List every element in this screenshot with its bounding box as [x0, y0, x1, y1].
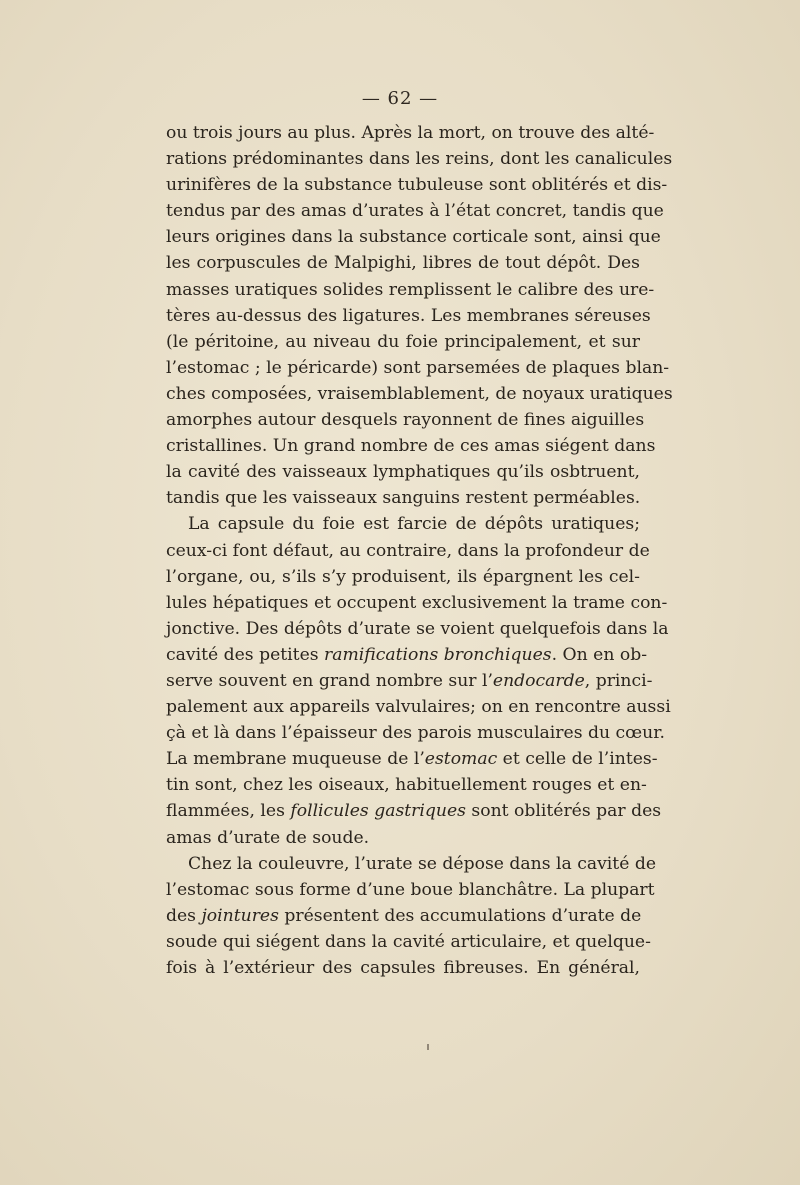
text-line: la cavité des vaisseaux lymphatiques qu’ils osbtruent,	[166, 462, 640, 483]
text-line: palement aux appareils valvulaires; on en rencontre aussi	[166, 697, 671, 718]
text-line: amas d’urate de soude.	[166, 827, 370, 848]
italic-text: estomac	[424, 749, 498, 770]
text-line: tandis que les vaisseaux sanguins restent perméables.	[166, 488, 641, 509]
text-line: amorphes autour desquels rayonnent de fines aiguilles	[166, 410, 645, 431]
text-line: cristallines. Un grand nombre de ces amas siégent dans	[166, 436, 656, 457]
text-run: cavité des petites	[166, 644, 325, 665]
italic-text: endocarde	[492, 670, 585, 691]
paper-speck	[427, 1044, 429, 1050]
text-run: La membrane muqueuse de l’	[166, 749, 425, 770]
text-run: serve souvent en grand nombre sur l’	[166, 670, 493, 691]
italic-text: follicules gastriques	[290, 801, 466, 822]
italic-text: ramifications bronchiques	[324, 644, 552, 665]
text-line: l’estomac sous forme d’une boue blanchâtre. La plupart	[166, 879, 655, 900]
text-run: présentent des accumulations d’urate de	[278, 905, 642, 926]
text-run: des	[166, 905, 202, 926]
text-line: urinifères de la substance tubuleuse sont oblitérés et dis-	[166, 175, 668, 196]
text-line: çà et là dans l’épaisseur des parois musculaires du cœur.	[166, 723, 665, 744]
text-line: Chez la couleuvre, l’urate se dépose dans la cavité de	[188, 853, 656, 874]
text-line	[166, 642, 648, 668]
text-line: tères au-dessus des ligatures. Les membranes séreuses	[166, 305, 651, 326]
text-run: flammées, les	[166, 801, 291, 822]
text-line: ou trois jours au plus. Après la mort, on trouve des alté-	[166, 123, 655, 143]
text-run: sont oblitérés par des	[465, 801, 662, 822]
text-run: et celle de l’intes-	[497, 749, 658, 770]
text-line: fois à l’extérieur des capsules fibreuses. En général,	[166, 958, 640, 978]
text-line: l’estomac ; le péricarde) sont parsemées de plaques blan-	[166, 357, 670, 378]
text-line	[166, 746, 658, 772]
text-line: (le péritoine, au niveau du foie principalement, et sur	[166, 331, 640, 352]
text-line: ches composées, vraisemblablement, de noyaux uratiques	[166, 383, 673, 404]
text-line: ceux-ci font défaut, au contraire, dans la profondeur de	[166, 540, 650, 561]
italic-text: jointures	[201, 905, 279, 926]
text-line: leurs origines dans la substance corticale sont, ainsi que	[166, 227, 661, 248]
text-line: tin sont, chez les oiseaux, habituellement rouges et en-	[166, 775, 647, 796]
text-line: rations prédominantes dans les reins, dont les canalicules	[166, 149, 673, 170]
text-line: les corpuscules de Malpighi, libres de tout dépôt. Des	[166, 253, 640, 274]
text-line: jonctive. Des dépôts d’urate se voient quelquefois dans la	[166, 618, 669, 639]
text-line	[166, 798, 662, 824]
text-run: . On en ob-	[551, 644, 648, 665]
text-line: l’organe, ou, s’ils s’y produisent, ils épargnent les cel-	[166, 566, 640, 587]
body-text	[166, 120, 673, 981]
text-line: lules hépatiques et occupent exclusivement la trame con-	[166, 592, 668, 613]
text-line: masses uratiques solides remplissent le calibre des ure-	[166, 279, 655, 300]
text-line: La capsule du foie est farcie de dépôts uratiques;	[188, 514, 640, 535]
text-line	[166, 903, 640, 929]
page-number: — 62 —	[361, 88, 439, 109]
text-line	[166, 668, 653, 694]
text-line: soude qui siégent dans la cavité articulaire, et quelque-	[166, 931, 651, 952]
text-run: , princi-	[584, 670, 653, 691]
text-line: tendus par des amas d’urates à l’état concret, tandis que	[166, 201, 664, 222]
